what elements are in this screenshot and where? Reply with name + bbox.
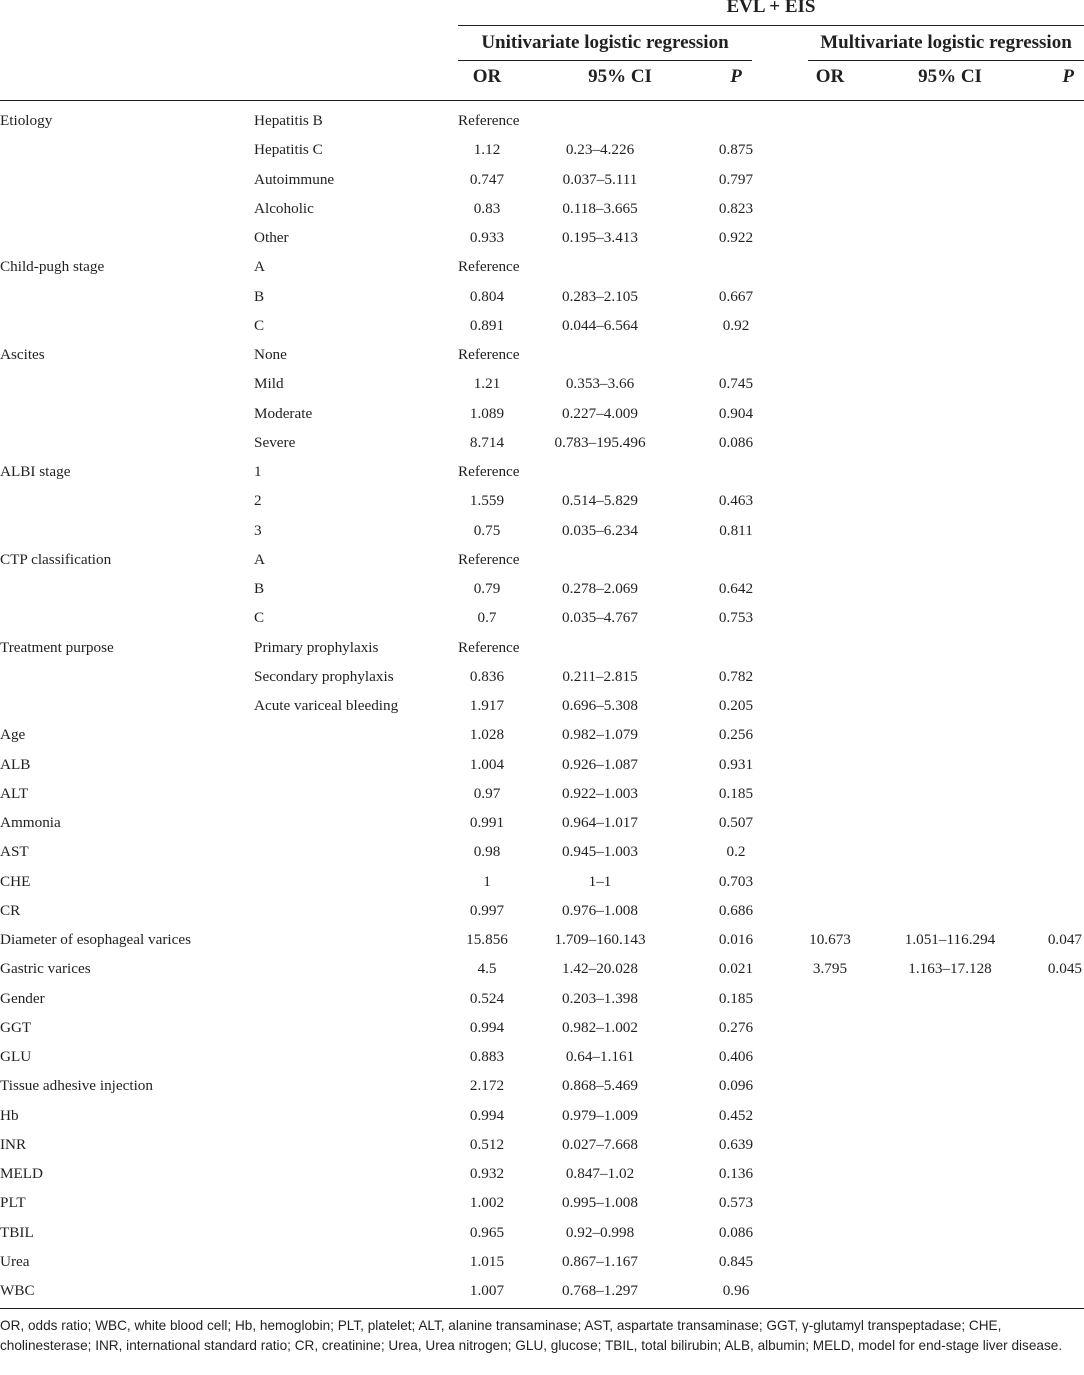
p-cell: 0.205 [718,697,754,714]
table-row [0,812,1084,841]
table-row [0,666,1084,695]
table-row [0,1251,1084,1280]
table-row [0,607,1084,636]
or-cell: 0.524 [469,989,505,1007]
p-cell: 0.2 [726,843,746,861]
or-cell: 0.991 [469,814,505,831]
p-cell: 0.642 [718,580,754,597]
p-cell: 0.667 [718,287,754,305]
variable-cell: Ascites [0,346,45,363]
or-cell: Reference [458,463,520,480]
ci-cell: 0.278–2.069 [562,580,638,597]
table-row [0,461,1084,490]
level-cell: Autoimmune [254,170,335,188]
or-cell: Reference [458,258,520,276]
or-cell: 1.007 [469,1282,505,1299]
p-cell: 0.185 [718,989,754,1007]
table-row [0,1075,1084,1104]
table-body [0,110,1084,1309]
or-cell: 0.932 [469,1165,505,1182]
multivariate-p-header: P [1062,66,1074,87]
level-cell: A [254,258,265,276]
ci-cell: 0.982–1.002 [562,1018,638,1036]
variable-cell: Tissue adhesive injection [0,1077,153,1095]
variable-cell: TBIL [0,1223,34,1241]
variable-cell: Ammonia [0,814,61,831]
table-row [0,637,1084,666]
or-cell: 0.891 [469,316,505,334]
or-cell: 0.994 [469,1106,505,1124]
or-cell: 0.997 [469,901,505,919]
multivariate-or-header: OR [815,66,845,87]
ci-cell: 0.23–4.226 [565,141,635,159]
table-row [0,520,1084,549]
table-footnote: OR, odds ratio; WBC, white blood cell; Hb, hemoglobin; PLT, platelet; ALT, alanine transaminase; AST, aspartate transaminase; GGT, γ-glutamyl transpeptadase; CHE, cholinesterase; INR, international standard ratio; CR, creatinine; Urea, Urea nitrogen; GLU, glucose; TBIL, total bilirubin; ALB, albumin; MELD, model for end-stage liver disease. [0,1318,1063,1353]
or-cell: 0.512 [469,1135,505,1153]
header-bottom-rule [0,100,1084,101]
variable-cell: Etiology [0,112,53,129]
ci-cell: 0.768–1.297 [562,1282,638,1299]
p-cell: 0.703 [718,872,754,890]
table-row [0,724,1084,753]
level-cell: 3 [254,521,262,539]
variable-cell: AST [0,843,29,861]
univariate-header: Unitivariate logistic regression [481,32,729,53]
ci-cell: 0.976–1.008 [562,901,638,919]
table-row [0,783,1084,812]
variable-cell: ALBI stage [0,463,71,480]
table-row [0,110,1084,139]
p-cell: 0.922 [718,229,754,246]
variable-cell: CTP classification [0,550,112,568]
or-cell: 1.015 [469,1252,505,1270]
table-row [0,373,1084,402]
or-cell: 15.856 [466,931,508,948]
multivariate-p-cell: 0.047 [1047,931,1082,948]
ci-cell: 0.926–1.087 [562,755,638,773]
univariate-rule [458,60,752,61]
table-row [0,286,1084,315]
ci-cell: 0.847–1.02 [565,1165,635,1182]
ci-cell: 0.283–2.105 [562,287,638,305]
multivariate-p-cell: 0.045 [1047,960,1082,978]
p-cell: 0.845 [718,1252,754,1270]
ci-cell: 0.92–0.998 [565,1223,635,1241]
univariate-p-header: P [730,66,742,87]
variable-cell: MELD [0,1165,44,1182]
or-cell: 0.97 [473,784,501,802]
or-cell: 8.714 [469,433,505,451]
p-cell: 0.753 [718,609,754,627]
table-row [0,432,1084,461]
ci-cell: 0.118–3.665 [562,199,638,217]
p-cell: 0.823 [718,199,754,217]
variable-cell: Urea [0,1252,30,1270]
ci-cell: 0.044–6.564 [562,316,638,334]
level-cell: 1 [254,463,262,480]
level-cell: C [254,609,265,627]
ci-cell: 0.867–1.167 [562,1252,638,1270]
level-cell: Alcoholic [254,199,314,217]
table-row [0,1163,1084,1192]
table-row [0,1192,1084,1221]
level-cell: 2 [254,492,262,510]
or-cell: Reference [458,112,520,129]
p-cell: 0.904 [718,404,754,422]
variable-cell: ALT [0,784,29,802]
ci-cell: 1–1 [588,872,612,890]
or-cell: 0.79 [473,580,501,597]
p-cell: 0.086 [718,1223,754,1241]
level-cell: None [254,346,287,363]
variable-cell: CR [0,901,21,919]
p-cell: 0.452 [718,1106,754,1124]
variable-cell: WBC [0,1282,35,1299]
or-cell: 0.7 [477,609,497,627]
or-cell: 2.172 [469,1077,505,1095]
ci-cell: 0.227–4.009 [562,404,638,422]
table-row [0,1017,1084,1046]
or-cell: 0.883 [469,1048,505,1065]
p-cell: 0.811 [719,521,753,539]
table-row [0,929,1084,958]
table-row [0,1105,1084,1134]
table-row [0,958,1084,987]
univariate-ci-header: 95% CI [588,66,652,87]
p-cell: 0.931 [718,755,754,773]
or-cell: 1 [483,872,491,890]
p-cell: 0.782 [718,667,754,685]
or-cell: 4.5 [477,960,497,978]
p-cell: 0.086 [718,433,754,451]
ci-cell: 0.027–7.668 [562,1135,638,1153]
or-cell: 1.559 [469,492,505,510]
table-row [0,841,1084,870]
variable-cell: ALB [0,755,31,773]
or-cell: 0.836 [469,667,505,685]
level-cell: B [254,580,265,597]
group-header: EVL + EIS [726,0,816,17]
p-cell: 0.185 [718,784,754,802]
or-cell: 0.98 [473,843,501,861]
p-cell: 0.92 [722,316,750,334]
p-cell: 0.96 [722,1282,750,1299]
table-row [0,754,1084,783]
ci-cell: 0.696–5.308 [562,697,638,714]
variable-cell: Diameter of esophageal varices [0,931,192,948]
table-row [0,490,1084,519]
variable-cell: Gastric varices [0,960,91,978]
ci-cell: 0.995–1.008 [562,1194,638,1212]
or-cell: Reference [458,638,520,656]
table-row [0,227,1084,256]
table-row [0,988,1084,1017]
variable-cell: Hb [0,1106,19,1124]
ci-cell: 0.64–1.161 [565,1048,635,1065]
or-cell: 0.933 [469,229,505,246]
p-cell: 0.136 [718,1165,754,1182]
ci-cell: 0.982–1.079 [562,726,638,744]
or-cell: Reference [458,550,520,568]
ci-cell: 0.922–1.003 [562,784,638,802]
table-row [0,198,1084,227]
variable-cell: CHE [0,872,31,890]
p-cell: 0.797 [718,170,754,188]
table-row [0,344,1084,373]
or-cell: 0.804 [469,287,505,305]
level-cell: Hepatitis C [254,141,323,159]
or-cell: 1.028 [469,726,505,744]
variable-cell: Age [0,726,26,744]
or-cell: 1.21 [473,375,501,393]
ci-cell: 0.868–5.469 [562,1077,638,1095]
or-cell: 1.12 [473,141,501,159]
ci-cell: 0.945–1.003 [562,843,638,861]
p-cell: 0.276 [718,1018,754,1036]
level-cell: Secondary prophylaxis [254,667,394,685]
level-cell: Acute variceal bleeding [254,697,399,714]
multivariate-or-cell: 10.673 [809,931,851,948]
variable-cell: GLU [0,1048,32,1065]
ci-cell: 0.353–3.66 [565,375,635,393]
p-cell: 0.256 [718,726,754,744]
table-row [0,900,1084,929]
table-row [0,695,1084,724]
or-cell: Reference [458,346,520,363]
level-cell: A [254,550,265,568]
p-cell: 0.745 [718,375,754,393]
table-row [0,139,1084,168]
level-cell: Moderate [254,404,313,422]
table-row [0,578,1084,607]
variable-cell: Child-pugh stage [0,258,105,276]
or-cell: 1.917 [469,697,505,714]
p-cell: 0.686 [718,901,754,919]
multivariate-ci-cell: 1.163–17.128 [908,960,992,978]
or-cell: 0.747 [469,170,505,188]
or-cell: 1.004 [469,755,505,773]
group-rule [458,25,1084,26]
ci-cell: 0.035–4.767 [562,609,638,627]
variable-cell: PLT [0,1194,26,1212]
ci-cell: 0.514–5.829 [562,492,638,510]
or-cell: 1.089 [469,404,505,422]
or-cell: 0.83 [473,199,501,217]
ci-cell: 0.979–1.009 [562,1106,638,1124]
table-row [0,1046,1084,1075]
level-cell: Mild [254,375,284,393]
or-cell: 1.002 [469,1194,505,1212]
table-bottom-rule [0,1308,1084,1309]
level-cell: B [254,287,265,305]
p-cell: 0.096 [718,1077,754,1095]
table-row [0,256,1084,285]
table-row [0,871,1084,900]
ci-cell: 0.211–2.815 [562,667,638,685]
univariate-or-header: OR [472,66,502,87]
ci-cell: 1.709–160.143 [554,931,646,948]
level-cell: Other [254,229,289,246]
p-cell: 0.406 [718,1048,754,1065]
ci-cell: 1.42–20.028 [562,960,638,978]
or-cell: 0.994 [469,1018,505,1036]
ci-cell: 0.203–1.398 [562,989,638,1007]
table-row [0,549,1084,578]
table-row [0,1222,1084,1251]
variable-cell: GGT [0,1018,32,1036]
table-row [0,315,1084,344]
p-cell: 0.021 [718,960,754,978]
variable-cell: Treatment purpose [0,638,114,656]
level-cell: C [254,316,265,334]
multivariate-ci-header: 95% CI [918,66,982,87]
p-cell: 0.463 [718,492,754,510]
p-cell: 0.573 [718,1194,754,1212]
ci-cell: 0.783–195.496 [554,433,646,451]
p-cell: 0.016 [718,931,754,948]
p-cell: 0.875 [718,141,754,159]
or-cell: 0.75 [473,521,501,539]
ci-cell: 0.037–5.111 [562,170,638,188]
or-cell: 0.965 [469,1223,505,1241]
multivariate-ci-cell: 1.051–116.294 [904,931,996,948]
table-row [0,169,1084,198]
level-cell: Primary prophylaxis [254,638,379,656]
ci-cell: 0.195–3.413 [562,229,638,246]
table-row [0,403,1084,432]
multivariate-header: Multivariate logistic regression [820,32,1072,53]
p-cell: 0.639 [718,1135,754,1153]
multivariate-or-cell: 3.795 [812,960,848,978]
table-row [0,1280,1084,1309]
multivariate-rule [808,60,1084,61]
table-row [0,1134,1084,1163]
ci-cell: 0.964–1.017 [562,814,638,831]
ci-cell: 0.035–6.234 [562,521,638,539]
p-cell: 0.507 [718,814,754,831]
variable-cell: INR [0,1135,27,1153]
level-cell: Severe [254,433,296,451]
variable-cell: Gender [0,989,45,1007]
level-cell: Hepatitis B [254,112,323,129]
